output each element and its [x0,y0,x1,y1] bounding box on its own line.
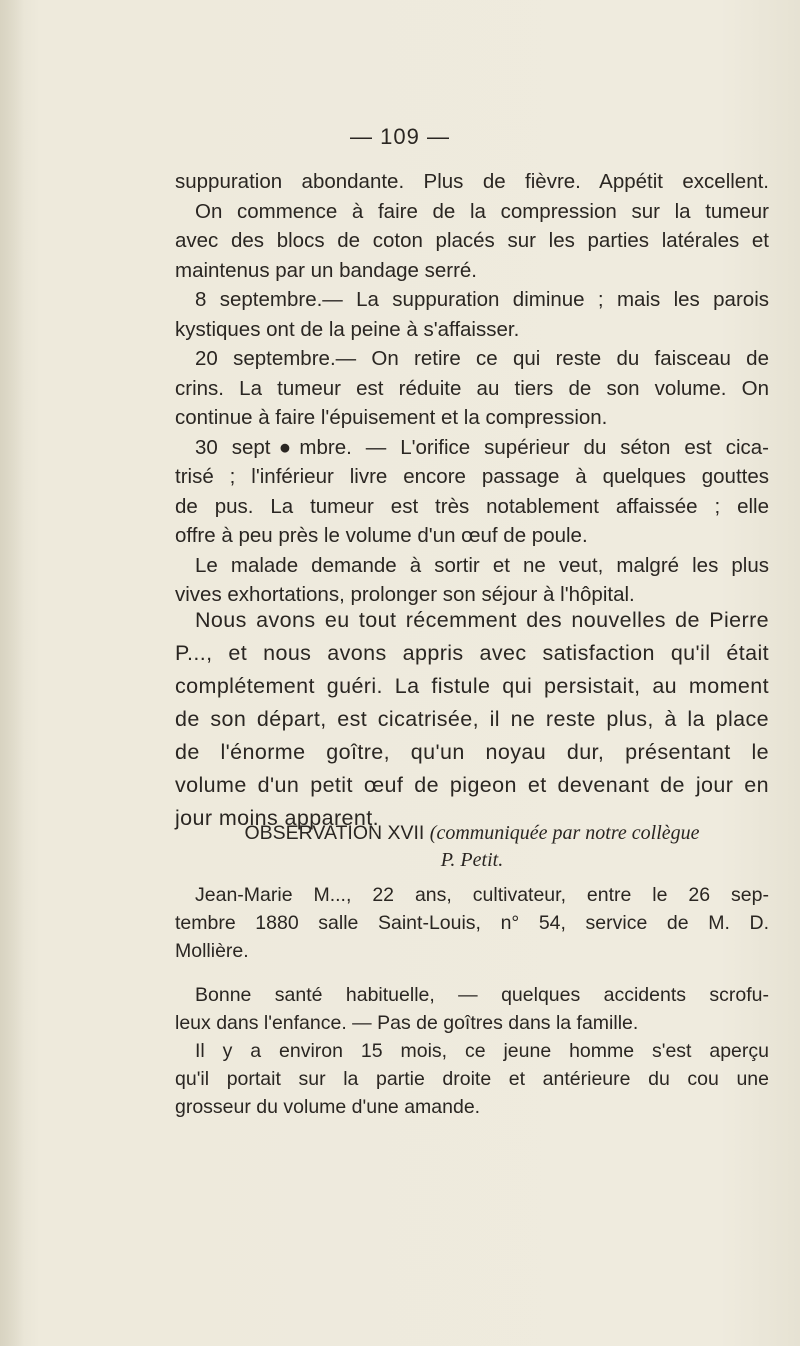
text-line: continue à faire l'épuisement et la compression. [175,406,608,429]
text-line: offre à peu près le volume d'un œuf de poule. [175,524,588,547]
paragraph-patient-history [175,881,769,1121]
text-line: On commence à faire de la compression sur la tumeur [195,199,769,223]
text-line: vives exhortations, prolonger son séjour à l'hôpital. [175,583,635,606]
text-line: crins. La tumeur est réduite au tiers de son volume. On [175,376,769,400]
text-line: qu'il portait sur la partie droite et antérieure du cou une [175,1068,769,1090]
text-line: Jean-Marie M..., 22 ans, cultivateur, entre le 26 sep- [195,884,769,906]
paragraph-gap [175,965,769,981]
text-line: jour moins apparent. [175,806,379,830]
text-line: 20 septembre.— On retire ce qui reste du faisceau de [195,347,769,370]
text-line: Nous avons eu tout récemment des nouvelles de Pierre [195,608,769,632]
page-number: — 109 — [350,124,450,149]
observation-author: P. Petit. [440,849,504,871]
text-line: grosseur du volume d'une amande. [175,1096,481,1118]
observation-title-line [175,820,769,847]
text-line: Mollière. [175,940,249,962]
text-line: suppuration abondante. Plus de fièvre. Appétit excellent. [175,170,769,193]
text-line: tembre 1880 salle Saint-Louis, n° 54, service de M. D. [175,912,769,934]
observation-subtitle: (communiquée par notre collègue [429,822,700,844]
page-edge-shadow [0,0,24,1346]
text-line: kystiques ont de la peine à s'affaisser. [175,317,520,341]
text-line: volume d'un petit œuf de pigeon et devenant de jour en [175,773,769,797]
observation-heading [175,820,769,874]
text-line: complétement guéri. La fistule qui persistait, au moment [175,674,769,698]
text-line: Bonne santé habituelle, — quelques accidents scrofu- [195,984,769,1006]
paragraph-case-progress [175,167,769,610]
text-line: P..., et nous avons appris avec satisfaction qu'il était [175,641,769,665]
text-line: Le malade demande à sortir et ne veut, malgré les plus [195,553,769,577]
text-line: de pus. La tumeur est très notablement affaissée ; elle [175,494,769,518]
text-line: de l'énorme goître, qu'un noyau dur, présentant le [175,740,769,764]
text-line: 8 septembre.— La suppuration diminue ; mais les parois [195,288,769,311]
text-line: avec des blocs de coton placés sur les parties latérales et [175,229,769,252]
observation-title: OBSERVATION XVII [244,822,425,844]
text-line: Il y a environ 15 mois, ce jeune homme s'est aperçu [195,1040,769,1062]
text-line: leux dans l'enfance. — Pas de goîtres dans la famille. [175,1012,639,1034]
text-line: de son départ, est cicatrisée, il ne reste plus, à la place [175,707,769,731]
text-line: trisé ; l'inférieur livre encore passage à quelques gouttes [175,465,769,488]
paragraph-follow-up-news [175,604,769,835]
text-line: maintenus par un bandage serré. [175,258,478,282]
text-line: 30 sept●mbre. — L'orifice supérieur du séton est cica- [195,435,769,459]
